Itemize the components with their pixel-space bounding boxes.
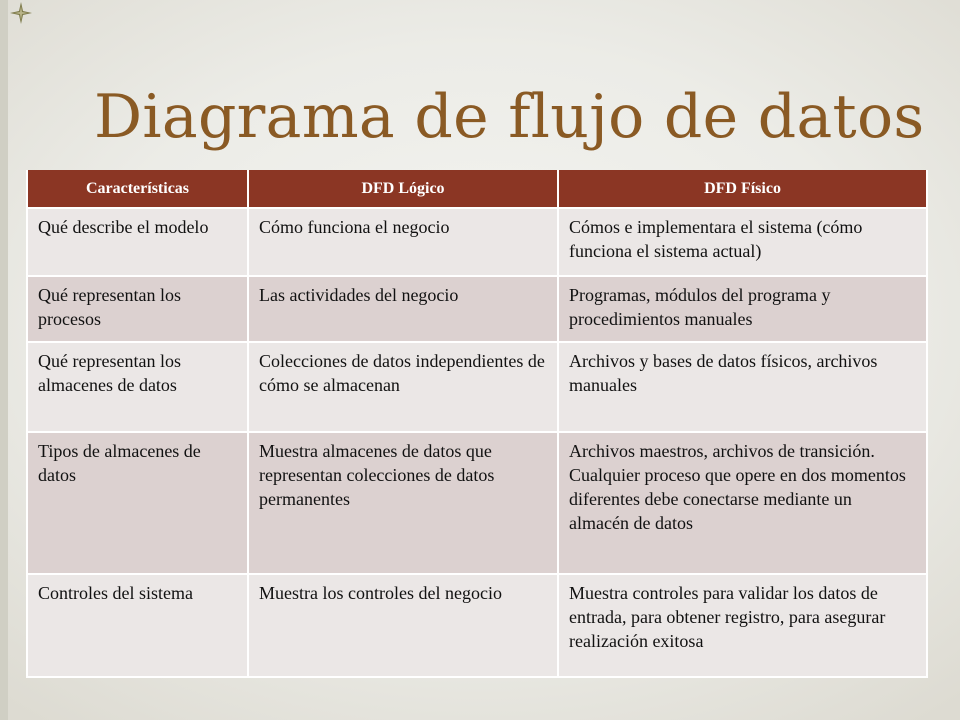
table-row bbox=[27, 208, 927, 276]
sparkle-icon bbox=[10, 2, 32, 24]
table-cell-caracteristica: Controles del sistema bbox=[27, 574, 248, 677]
table-cell-caracteristica: Tipos de almacenes de datos bbox=[27, 432, 248, 574]
table-cell-logico: Muestra almacenes de datos que representan colecciones de datos permanentes bbox=[248, 432, 558, 574]
table-cell-logico: Las actividades del negocio bbox=[248, 276, 558, 342]
slide-left-border bbox=[0, 0, 8, 720]
table-cell-caracteristica: Qué representan los procesos bbox=[27, 276, 248, 342]
table-cell-fisico: Programas, módulos del programa y procedimientos manuales bbox=[558, 276, 927, 342]
header-dfd-fisico: DFD Físico bbox=[558, 170, 927, 208]
table-row bbox=[27, 276, 927, 342]
table-cell-caracteristica: Qué describe el modelo bbox=[27, 208, 248, 276]
table-cell-fisico: Archivos maestros, archivos de transición. Cualquier proceso que opere en dos momentos diferentes debe conectarse mediante un almacén de datos bbox=[558, 432, 927, 574]
header-dfd-logico: DFD Lógico bbox=[248, 170, 558, 208]
table-cell-logico: Colecciones de datos independientes de cómo se almacenan bbox=[248, 342, 558, 432]
table-cell-fisico: Cómos e implementara el sistema (cómo funciona el sistema actual) bbox=[558, 208, 927, 276]
table-row bbox=[27, 574, 927, 677]
table-row bbox=[27, 342, 927, 432]
table-cell-fisico: Muestra controles para validar los datos de entrada, para obtener registro, para asegurar realización exitosa bbox=[558, 574, 927, 677]
table-header-row bbox=[27, 170, 927, 208]
slide-title: Diagrama de flujo de datos bbox=[94, 82, 925, 152]
table-cell-caracteristica: Qué representan los almacenes de datos bbox=[27, 342, 248, 432]
table-row bbox=[27, 432, 927, 574]
table-cell-logico: Muestra los controles del negocio bbox=[248, 574, 558, 677]
comparison-table bbox=[26, 170, 928, 678]
table-cell-fisico: Archivos y bases de datos físicos, archivos manuales bbox=[558, 342, 927, 432]
table-cell-logico: Cómo funciona el negocio bbox=[248, 208, 558, 276]
header-caracteristicas: Características bbox=[27, 170, 248, 208]
